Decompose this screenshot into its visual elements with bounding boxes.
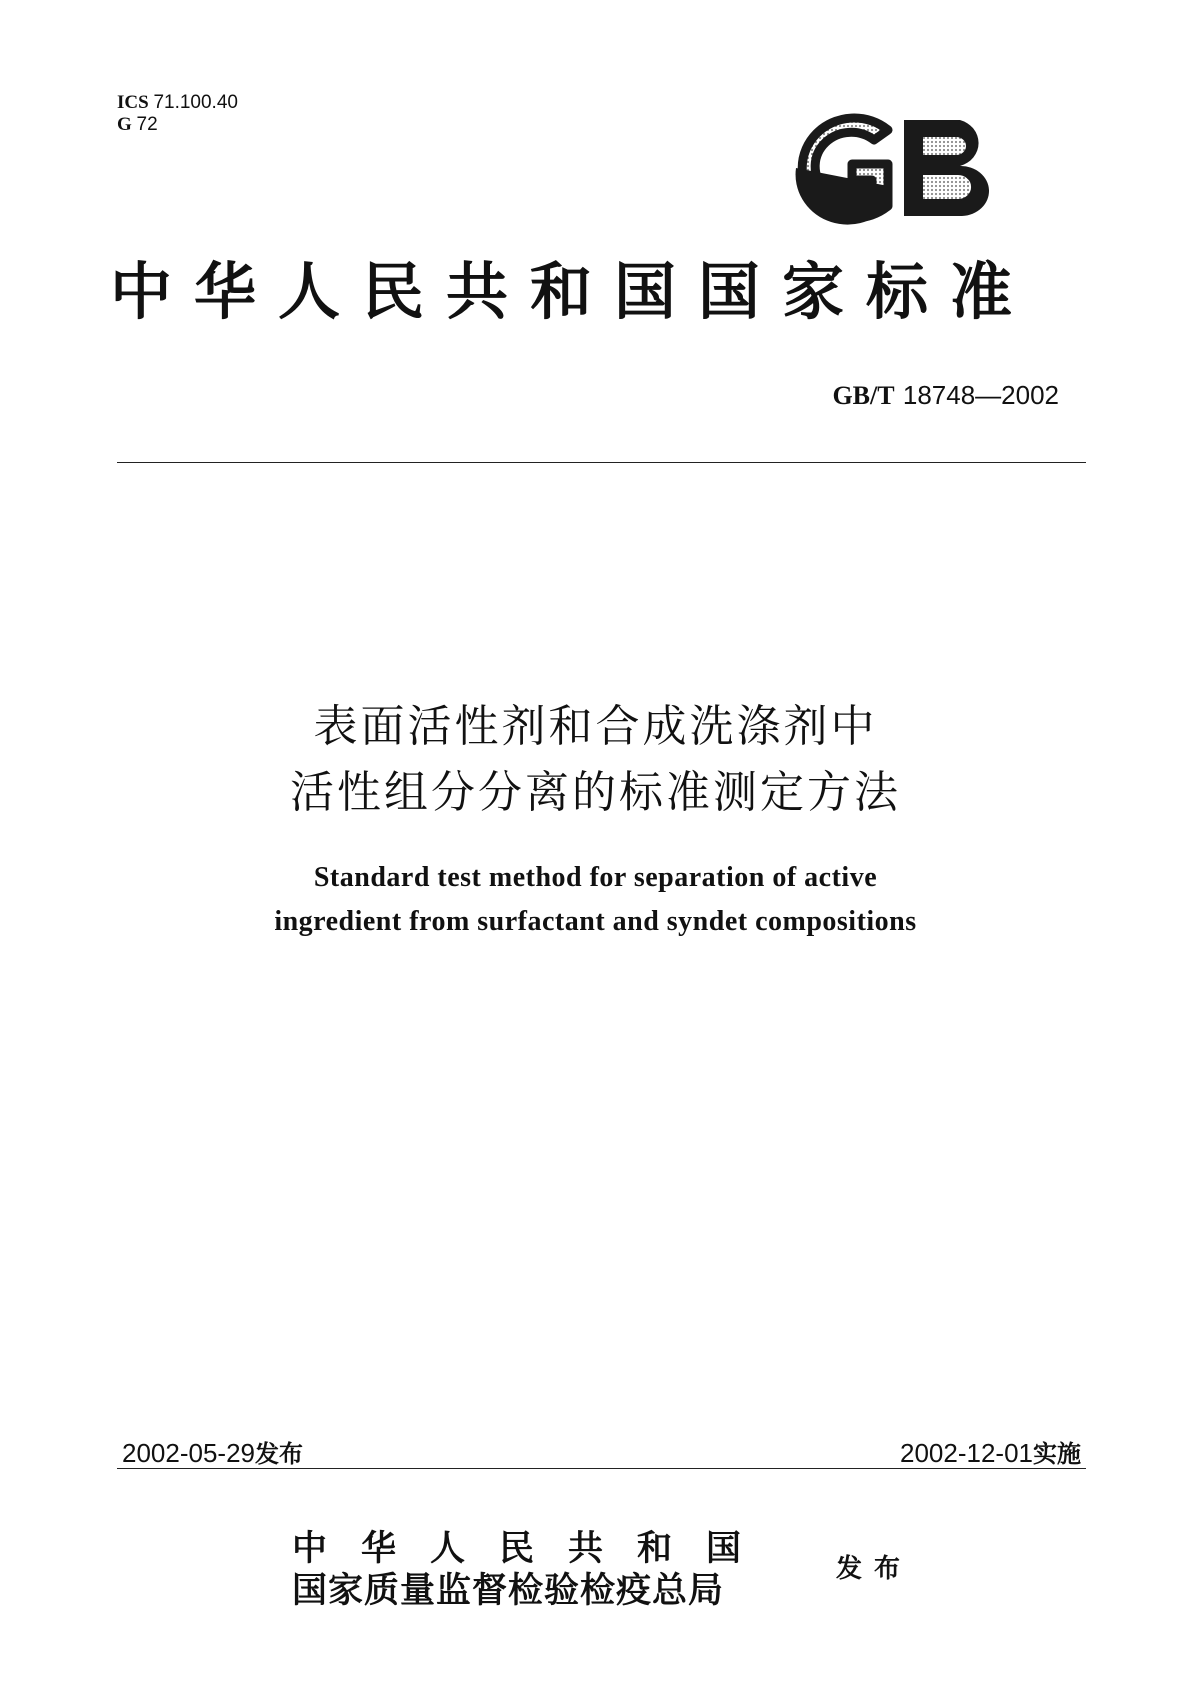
publisher-line-1: 中华人民共和国 [292, 1528, 776, 1569]
ics-code-line [117, 92, 238, 114]
issue-date [122, 1434, 303, 1469]
publish-label: 发布 [836, 1554, 913, 1584]
ccs-code-line [117, 114, 238, 136]
standard-code: 18748—2002 [902, 380, 1059, 410]
implementation-date-value: 2002-12-01 [900, 1438, 1033, 1468]
english-title-line-1: Standard test method for separation of active [313, 862, 878, 893]
ics-label: ICS [117, 92, 149, 113]
bottom-divider [117, 1468, 1086, 1469]
chinese-title-line-2: 活性组分分离的标准测定方法 [290, 767, 901, 818]
issue-date-value: 2002-05-29 [122, 1438, 255, 1468]
ccs-code: 72 [136, 114, 158, 135]
standard-number [832, 380, 1059, 411]
english-title-line-2: ingredient from surfactant and syndet compositions [274, 906, 917, 937]
top-divider [117, 462, 1086, 463]
publisher-line-2: 国家质量监督检验检疫总局 [292, 1570, 725, 1611]
gb-logo [790, 108, 1010, 228]
issue-date-label: 发布 [255, 1440, 303, 1468]
implementation-date [900, 1434, 1081, 1469]
chinese-title-line-1: 表面活性剂和合成洗涤剂中 [313, 701, 878, 752]
ics-code: 71.100.40 [153, 92, 238, 113]
implementation-date-label: 实施 [1033, 1440, 1081, 1468]
publisher-block [292, 1528, 775, 1612]
standard-prefix: GB/T [832, 381, 895, 410]
national-standard-title: 中华人民共和国国家标准 [110, 255, 1035, 328]
ccs-label: G [117, 114, 132, 135]
classification-codes [117, 92, 238, 136]
